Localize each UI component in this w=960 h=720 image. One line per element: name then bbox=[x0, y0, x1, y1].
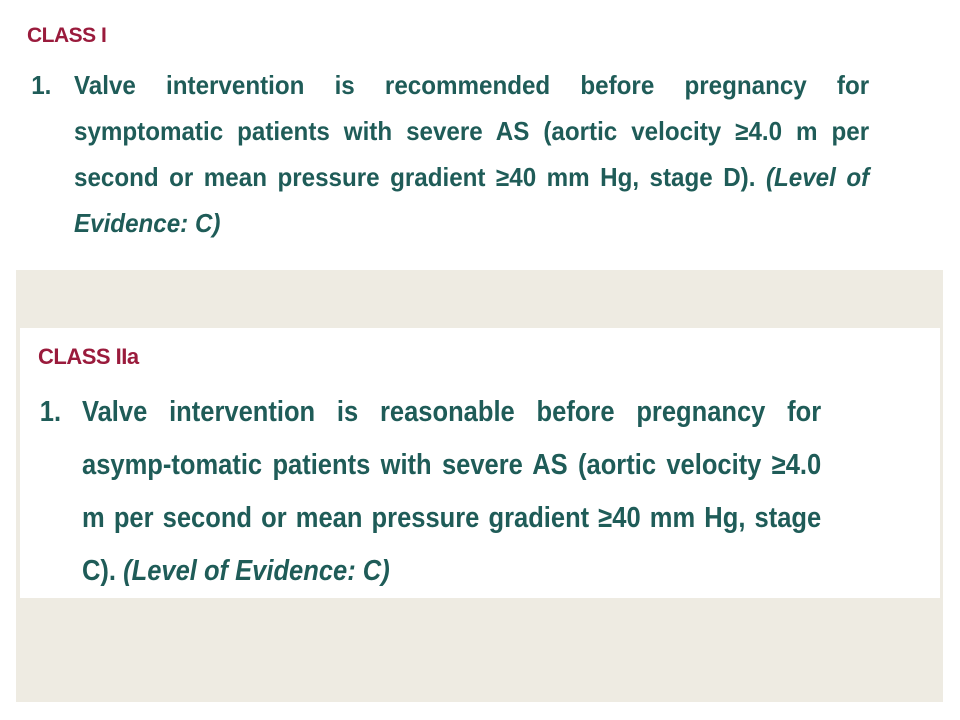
level-of-evidence: (Level of Evidence: C) bbox=[74, 162, 870, 238]
recommendation-number: 1. bbox=[39, 396, 62, 428]
recommendation-text: Valve intervention is reasonable before pregnancy for asymp-tomatic patients with severe AS (aortic velocity ≥4.0 m per second or mean pressure gradient ≥40 mm Hg, stage C). bbox=[82, 396, 822, 587]
level-of-evidence: (Level of Evidence: C) bbox=[123, 555, 390, 587]
class-iia-recommendation bbox=[39, 386, 822, 598]
class-i-label: CLASS I bbox=[27, 24, 107, 47]
class-i-recommendation bbox=[31, 62, 870, 246]
recommendation-text: Valve intervention is recommended before pregnancy for symptomatic patients with severe AS (aortic velocity ≥4.0 m per second or mean pressure gradient ≥40 mm Hg, stage D). bbox=[74, 70, 870, 192]
class-iia-label: CLASS IIa bbox=[38, 344, 139, 369]
recommendation-number: 1. bbox=[31, 70, 52, 100]
